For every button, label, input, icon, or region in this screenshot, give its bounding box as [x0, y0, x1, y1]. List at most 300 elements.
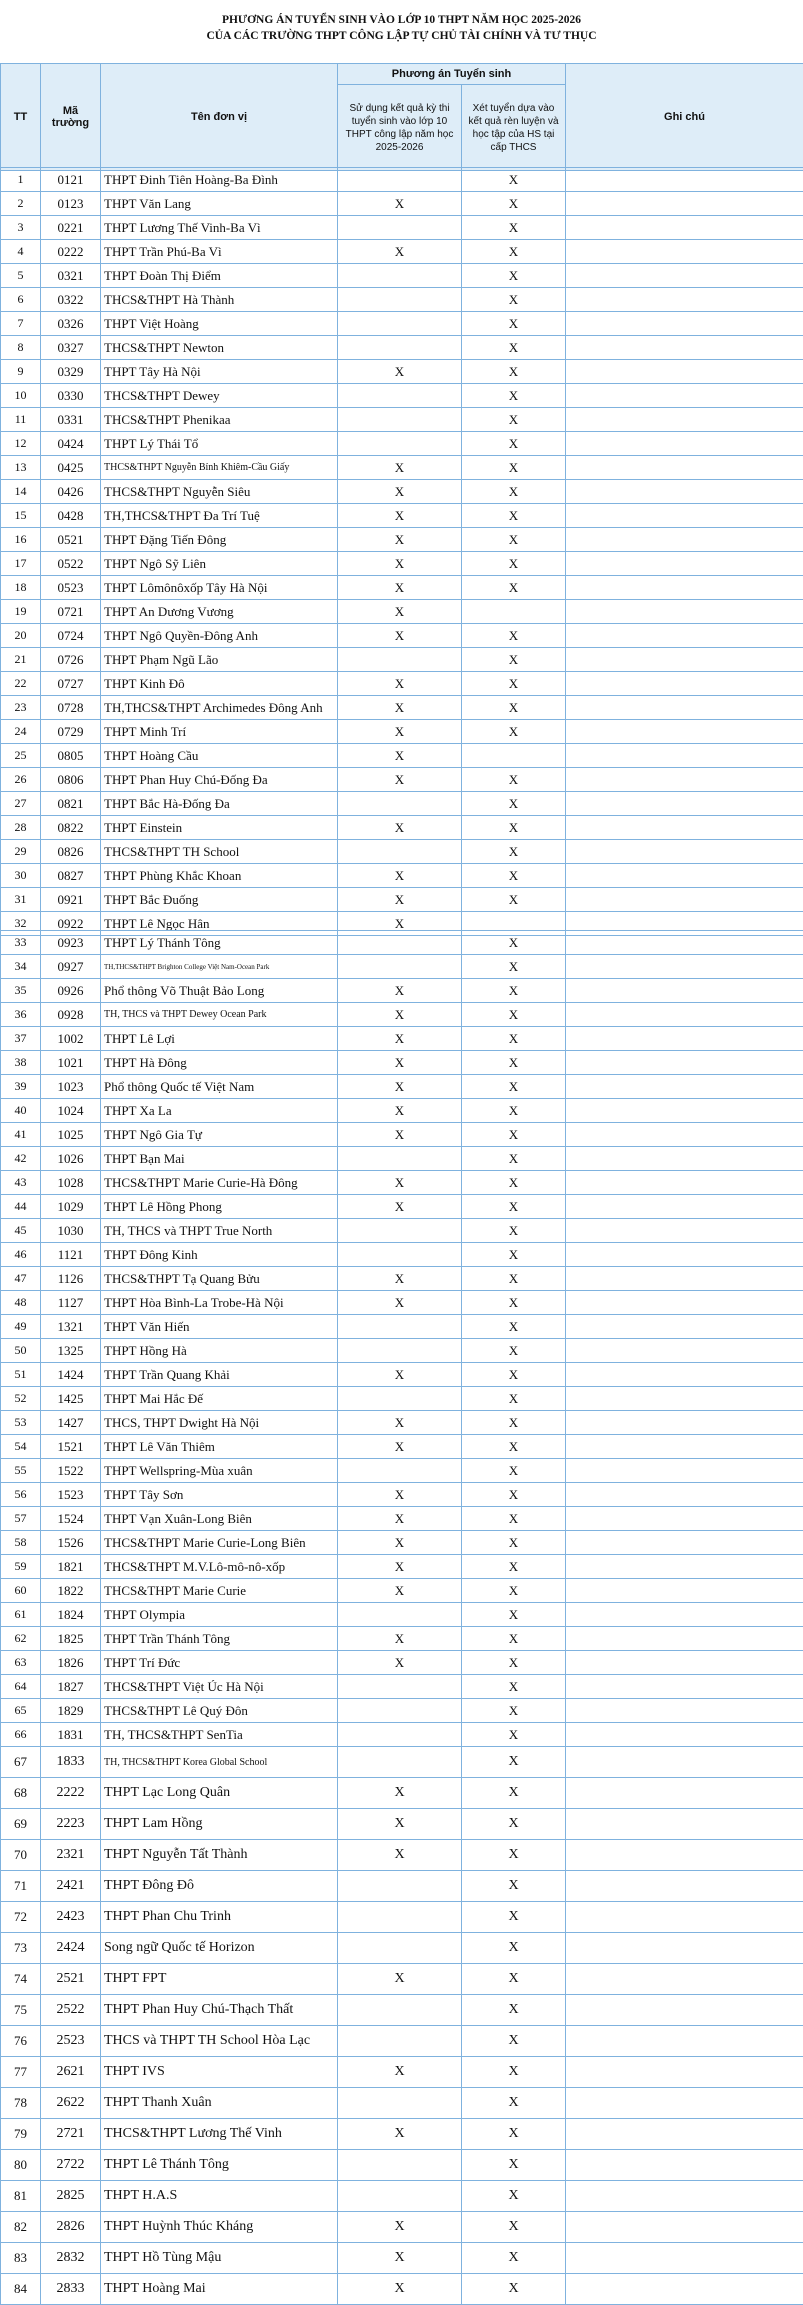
cell-su-dung: X	[338, 1291, 462, 1315]
cell-ghi-chu	[566, 288, 803, 312]
title-line-1: PHƯƠNG ÁN TUYỂN SINH VÀO LỚP 10 THPT NĂM HỌC 2025-2026	[0, 12, 803, 28]
cell-tt: 12	[1, 432, 41, 456]
cell-ten-don-vi: THPT Minh Trí	[101, 720, 338, 744]
table-row	[1, 1651, 803, 1675]
cell-su-dung	[338, 384, 462, 408]
cell-su-dung	[338, 336, 462, 360]
cell-su-dung: X	[338, 1840, 462, 1871]
table-row	[1, 1902, 803, 1933]
cell-xet-tuyen: X	[462, 672, 566, 696]
cell-xet-tuyen: X	[462, 1902, 566, 1933]
table-row	[1, 1507, 803, 1531]
cell-ten-don-vi: THCS, THPT Dwight Hà Nội	[101, 1411, 338, 1435]
cell-xet-tuyen: X	[462, 1315, 566, 1339]
cell-xet-tuyen: X	[462, 1651, 566, 1675]
cell-ma-truong: 1030	[41, 1219, 101, 1243]
table-row	[1, 1147, 803, 1171]
cell-ghi-chu	[566, 1411, 803, 1435]
cell-ma-truong: 0425	[41, 456, 101, 480]
cell-ten-don-vi: THPT Lê Lợi	[101, 1027, 338, 1051]
cell-ma-truong: 1127	[41, 1291, 101, 1315]
table-row	[1, 2150, 803, 2181]
cell-tt: 76	[1, 2026, 41, 2057]
cell-ten-don-vi: THPT Phạm Ngũ Lão	[101, 648, 338, 672]
table-row	[1, 672, 803, 696]
cell-tt: 84	[1, 2274, 41, 2305]
cell-ghi-chu	[566, 1778, 803, 1809]
cell-tt: 54	[1, 1435, 41, 1459]
cell-ten-don-vi: THPT Lương Thế Vinh-Ba Vì	[101, 216, 338, 240]
cell-su-dung	[338, 648, 462, 672]
cell-tt: 25	[1, 744, 41, 768]
table-row	[1, 2088, 803, 2119]
cell-tt: 70	[1, 1840, 41, 1871]
table-row	[1, 408, 803, 432]
cell-ten-don-vi: THPT Hà Đông	[101, 1051, 338, 1075]
cell-ma-truong: 1522	[41, 1459, 101, 1483]
cell-tt: 50	[1, 1339, 41, 1363]
cell-su-dung	[338, 840, 462, 864]
cell-ghi-chu	[566, 1051, 803, 1075]
cell-xet-tuyen: X	[462, 1123, 566, 1147]
cell-ten-don-vi: THCS&THPT Newton	[101, 336, 338, 360]
cell-xet-tuyen: X	[462, 1435, 566, 1459]
cell-tt: 9	[1, 360, 41, 384]
cell-xet-tuyen: X	[462, 1964, 566, 1995]
cell-ten-don-vi: THPT Lê Hồng Phong	[101, 1195, 338, 1219]
cell-ma-truong: 1821	[41, 1555, 101, 1579]
table-row	[1, 624, 803, 648]
table-row	[1, 1099, 803, 1123]
cell-ma-truong: 0521	[41, 528, 101, 552]
table-row	[1, 384, 803, 408]
cell-xet-tuyen: X	[462, 1075, 566, 1099]
cell-ghi-chu	[566, 931, 803, 955]
cell-xet-tuyen: X	[462, 720, 566, 744]
cell-ma-truong: 0327	[41, 336, 101, 360]
table-row	[1, 840, 803, 864]
cell-ma-truong: 2621	[41, 2057, 101, 2088]
cell-xet-tuyen: X	[462, 1459, 566, 1483]
cell-ma-truong: 0928	[41, 1003, 101, 1027]
cell-su-dung: X	[338, 504, 462, 528]
table-row	[1, 1809, 803, 1840]
cell-ten-don-vi: Song ngữ Quốc tế Horizon	[101, 1933, 338, 1964]
cell-ma-truong: 0805	[41, 744, 101, 768]
cell-ghi-chu	[566, 696, 803, 720]
cell-ghi-chu	[566, 1027, 803, 1051]
cell-su-dung: X	[338, 1003, 462, 1027]
table-row	[1, 1123, 803, 1147]
cell-ten-don-vi: THPT Lạc Long Quân	[101, 1778, 338, 1809]
cell-xet-tuyen: X	[462, 1171, 566, 1195]
cell-xet-tuyen: X	[462, 2150, 566, 2181]
cell-tt: 39	[1, 1075, 41, 1099]
cell-su-dung	[338, 1219, 462, 1243]
header-ma-truong: Mã trường	[41, 64, 101, 171]
cell-ten-don-vi: THPT Đoàn Thị Điểm	[101, 264, 338, 288]
cell-su-dung	[338, 2181, 462, 2212]
cell-ma-truong: 0923	[41, 931, 101, 955]
table-row	[1, 1003, 803, 1027]
table-row	[1, 1483, 803, 1507]
cell-su-dung	[338, 1387, 462, 1411]
cell-su-dung: X	[338, 552, 462, 576]
cell-su-dung	[338, 1995, 462, 2026]
cell-su-dung: X	[338, 979, 462, 1003]
cell-tt: 2	[1, 192, 41, 216]
cell-xet-tuyen: X	[462, 1531, 566, 1555]
cell-xet-tuyen: X	[462, 2088, 566, 2119]
cell-ten-don-vi: THPT Tây Hà Nội	[101, 360, 338, 384]
cell-ma-truong: 2523	[41, 2026, 101, 2057]
cell-ghi-chu	[566, 816, 803, 840]
cell-su-dung: X	[338, 240, 462, 264]
cell-tt: 80	[1, 2150, 41, 2181]
table-row	[1, 1387, 803, 1411]
table-row	[1, 528, 803, 552]
cell-ma-truong: 2721	[41, 2119, 101, 2150]
cell-ma-truong: 1126	[41, 1267, 101, 1291]
table-row	[1, 2026, 803, 2057]
table-group-2	[0, 930, 803, 1747]
cell-ma-truong: 0927	[41, 955, 101, 979]
cell-xet-tuyen: X	[462, 240, 566, 264]
cell-ma-truong: 2722	[41, 2150, 101, 2181]
cell-ghi-chu	[566, 792, 803, 816]
cell-ghi-chu	[566, 1291, 803, 1315]
cell-su-dung: X	[338, 1651, 462, 1675]
cell-xet-tuyen: X	[462, 1675, 566, 1699]
table-row	[1, 1933, 803, 1964]
cell-tt: 28	[1, 816, 41, 840]
cell-ten-don-vi: THCS&THPT Phenikaa	[101, 408, 338, 432]
cell-ma-truong: 1002	[41, 1027, 101, 1051]
cell-su-dung	[338, 1747, 462, 1778]
cell-su-dung	[338, 432, 462, 456]
cell-xet-tuyen: X	[462, 2026, 566, 2057]
cell-xet-tuyen: X	[462, 1809, 566, 1840]
cell-ghi-chu	[566, 192, 803, 216]
table-row	[1, 1315, 803, 1339]
cell-ten-don-vi: THPT Đông Kinh	[101, 1243, 338, 1267]
cell-ma-truong: 0726	[41, 648, 101, 672]
cell-su-dung: X	[338, 1051, 462, 1075]
cell-ghi-chu	[566, 240, 803, 264]
cell-ten-don-vi: THPT Ngô Quyền-Đông Anh	[101, 624, 338, 648]
cell-ma-truong: 0806	[41, 768, 101, 792]
cell-ma-truong: 1833	[41, 1747, 101, 1778]
cell-tt: 55	[1, 1459, 41, 1483]
cell-ten-don-vi: TH, THCS và THPT Dewey Ocean Park	[101, 1003, 338, 1027]
cell-xet-tuyen: X	[462, 1003, 566, 1027]
cell-ten-don-vi: THPT Mai Hắc Đế	[101, 1387, 338, 1411]
cell-ten-don-vi: Phổ thông Quốc tế Việt Nam	[101, 1075, 338, 1099]
cell-xet-tuyen: X	[462, 864, 566, 888]
header-ghi-chu: Ghi chú	[566, 64, 803, 171]
cell-xet-tuyen: X	[462, 1339, 566, 1363]
cell-tt: 23	[1, 696, 41, 720]
table-row	[1, 2119, 803, 2150]
cell-ghi-chu	[566, 1507, 803, 1531]
cell-su-dung: X	[338, 1267, 462, 1291]
cell-ghi-chu	[566, 312, 803, 336]
cell-ma-truong: 0727	[41, 672, 101, 696]
cell-ten-don-vi: THPT H.A.S	[101, 2181, 338, 2212]
cell-ten-don-vi: TH, THCS và THPT True North	[101, 1219, 338, 1243]
cell-ma-truong: 1829	[41, 1699, 101, 1723]
table-row	[1, 792, 803, 816]
cell-ma-truong: 0428	[41, 504, 101, 528]
cell-ghi-chu	[566, 768, 803, 792]
table-row	[1, 1723, 803, 1747]
cell-su-dung: X	[338, 1099, 462, 1123]
cell-su-dung: X	[338, 1483, 462, 1507]
cell-tt: 61	[1, 1603, 41, 1627]
cell-tt: 75	[1, 1995, 41, 2026]
cell-xet-tuyen: X	[462, 979, 566, 1003]
table-row	[1, 1267, 803, 1291]
cell-ma-truong: 0123	[41, 192, 101, 216]
cell-tt: 73	[1, 1933, 41, 1964]
cell-su-dung: X	[338, 912, 462, 936]
table-row	[1, 2181, 803, 2212]
cell-su-dung	[338, 1147, 462, 1171]
cell-xet-tuyen: X	[462, 1555, 566, 1579]
cell-ghi-chu	[566, 1995, 803, 2026]
table-row	[1, 1555, 803, 1579]
header-su-dung: Sử dụng kết quả kỳ thi tuyển sinh vào lớp 10 THPT công lập năm học 2025-2026	[338, 85, 462, 171]
cell-tt: 33	[1, 931, 41, 955]
cell-ma-truong: 0926	[41, 979, 101, 1003]
cell-ma-truong: 1831	[41, 1723, 101, 1747]
cell-ten-don-vi: TH,THCS&THPT Archimedes Đông Anh	[101, 696, 338, 720]
cell-ten-don-vi: THPT Lômônôxốp Tây Hà Nội	[101, 576, 338, 600]
cell-xet-tuyen: X	[462, 360, 566, 384]
cell-tt: 15	[1, 504, 41, 528]
cell-ten-don-vi: THCS&THPT Lương Thế Vinh	[101, 2119, 338, 2150]
cell-ten-don-vi: THPT Ngô Sỹ Liên	[101, 552, 338, 576]
cell-ten-don-vi: THCS&THPT M.V.Lô-mô-nô-xốp	[101, 1555, 338, 1579]
table-row	[1, 504, 803, 528]
cell-xet-tuyen: X	[462, 264, 566, 288]
cell-su-dung	[338, 2150, 462, 2181]
cell-tt: 60	[1, 1579, 41, 1603]
cell-tt: 14	[1, 480, 41, 504]
cell-ma-truong: 2423	[41, 1902, 101, 1933]
cell-ghi-chu	[566, 1243, 803, 1267]
cell-tt: 47	[1, 1267, 41, 1291]
table-row	[1, 480, 803, 504]
cell-ghi-chu	[566, 1723, 803, 1747]
cell-su-dung: X	[338, 1507, 462, 1531]
cell-xet-tuyen: X	[462, 432, 566, 456]
cell-tt: 4	[1, 240, 41, 264]
cell-ghi-chu	[566, 1675, 803, 1699]
cell-ma-truong: 0331	[41, 408, 101, 432]
table-row	[1, 240, 803, 264]
cell-ten-don-vi: THPT Phan Chu Trinh	[101, 1902, 338, 1933]
cell-su-dung	[338, 1723, 462, 1747]
table-row	[1, 1995, 803, 2026]
cell-ghi-chu	[566, 979, 803, 1003]
cell-tt: 42	[1, 1147, 41, 1171]
cell-ghi-chu	[566, 2150, 803, 2181]
cell-ma-truong: 0426	[41, 480, 101, 504]
cell-su-dung: X	[338, 864, 462, 888]
cell-ghi-chu	[566, 2243, 803, 2274]
cell-xet-tuyen: X	[462, 2274, 566, 2305]
cell-xet-tuyen: X	[462, 1219, 566, 1243]
table-row	[1, 1531, 803, 1555]
cell-ten-don-vi: THPT Nguyễn Tất Thành	[101, 1840, 338, 1871]
cell-su-dung	[338, 2026, 462, 2057]
cell-su-dung	[338, 288, 462, 312]
table-row	[1, 600, 803, 624]
cell-tt: 52	[1, 1387, 41, 1411]
cell-xet-tuyen: X	[462, 955, 566, 979]
cell-xet-tuyen: X	[462, 552, 566, 576]
cell-su-dung	[338, 1699, 462, 1723]
cell-xet-tuyen: X	[462, 1411, 566, 1435]
cell-su-dung: X	[338, 1555, 462, 1579]
cell-xet-tuyen: X	[462, 816, 566, 840]
table-row	[1, 1871, 803, 1902]
cell-ghi-chu	[566, 624, 803, 648]
cell-ten-don-vi: Phổ thông Võ Thuật Bảo Long	[101, 979, 338, 1003]
cell-su-dung	[338, 1675, 462, 1699]
cell-tt: 6	[1, 288, 41, 312]
cell-xet-tuyen: X	[462, 1483, 566, 1507]
cell-xet-tuyen: X	[462, 2057, 566, 2088]
table-row	[1, 1627, 803, 1651]
table-row	[1, 360, 803, 384]
cell-tt: 53	[1, 1411, 41, 1435]
header-tt: TT	[1, 64, 41, 171]
cell-tt: 20	[1, 624, 41, 648]
cell-xet-tuyen: X	[462, 1363, 566, 1387]
cell-ghi-chu	[566, 168, 803, 192]
cell-tt: 78	[1, 2088, 41, 2119]
cell-ten-don-vi: THPT Bạn Mai	[101, 1147, 338, 1171]
cell-su-dung: X	[338, 2057, 462, 2088]
cell-xet-tuyen: X	[462, 888, 566, 912]
cell-su-dung: X	[338, 528, 462, 552]
cell-ghi-chu	[566, 888, 803, 912]
cell-ma-truong: 1026	[41, 1147, 101, 1171]
cell-xet-tuyen: X	[462, 1027, 566, 1051]
table-row	[1, 456, 803, 480]
cell-su-dung	[338, 1933, 462, 1964]
cell-ghi-chu	[566, 1363, 803, 1387]
table-row	[1, 1219, 803, 1243]
cell-su-dung: X	[338, 576, 462, 600]
cell-tt: 19	[1, 600, 41, 624]
table-row	[1, 1675, 803, 1699]
cell-ma-truong: 2825	[41, 2181, 101, 2212]
cell-ten-don-vi: TH, THCS&THPT Korea Global School	[101, 1747, 338, 1778]
cell-ma-truong: 0729	[41, 720, 101, 744]
cell-ten-don-vi: THPT Trần Quang Khải	[101, 1363, 338, 1387]
cell-ten-don-vi: THCS&THPT Việt Úc Hà Nội	[101, 1675, 338, 1699]
cell-su-dung: X	[338, 888, 462, 912]
cell-ten-don-vi: THPT Đinh Tiên Hoàng-Ba Đình	[101, 168, 338, 192]
cell-xet-tuyen: X	[462, 792, 566, 816]
cell-ten-don-vi: THCS&THPT Marie Curie-Long Biên	[101, 1531, 338, 1555]
table-row	[1, 576, 803, 600]
cell-ten-don-vi: THPT Trần Phú-Ba Vì	[101, 240, 338, 264]
cell-ma-truong: 0326	[41, 312, 101, 336]
table-row	[1, 979, 803, 1003]
cell-su-dung: X	[338, 624, 462, 648]
table-row	[1, 1603, 803, 1627]
cell-tt: 43	[1, 1171, 41, 1195]
cell-ghi-chu	[566, 408, 803, 432]
cell-tt: 35	[1, 979, 41, 1003]
cell-ma-truong: 1523	[41, 1483, 101, 1507]
table-row	[1, 1699, 803, 1723]
cell-ten-don-vi: THPT Lê Ngọc Hân	[101, 912, 338, 936]
cell-ma-truong: 0121	[41, 168, 101, 192]
cell-ghi-chu	[566, 432, 803, 456]
cell-ghi-chu	[566, 1003, 803, 1027]
cell-ghi-chu	[566, 840, 803, 864]
cell-ghi-chu	[566, 2057, 803, 2088]
cell-ghi-chu	[566, 2181, 803, 2212]
cell-tt: 17	[1, 552, 41, 576]
cell-su-dung: X	[338, 480, 462, 504]
cell-ghi-chu	[566, 1964, 803, 1995]
table-row	[1, 1051, 803, 1075]
cell-ten-don-vi: THCS&THPT Nguyễn Bỉnh Khiêm-Cầu Giấy	[101, 456, 338, 480]
cell-ghi-chu	[566, 1123, 803, 1147]
cell-ghi-chu	[566, 1699, 803, 1723]
cell-xet-tuyen: X	[462, 1387, 566, 1411]
cell-ghi-chu	[566, 2088, 803, 2119]
table-group-1	[0, 167, 803, 936]
cell-ten-don-vi: THPT Hoàng Cầu	[101, 744, 338, 768]
cell-ghi-chu	[566, 2119, 803, 2150]
cell-ten-don-vi: THCS&THPT Lê Quý Đôn	[101, 1699, 338, 1723]
document-title	[0, 12, 803, 44]
table-row	[1, 336, 803, 360]
cell-su-dung: X	[338, 600, 462, 624]
cell-ma-truong: 2421	[41, 1871, 101, 1902]
table-row	[1, 1747, 803, 1778]
cell-xet-tuyen: X	[462, 1243, 566, 1267]
cell-ten-don-vi: THPT Xa La	[101, 1099, 338, 1123]
table-row	[1, 432, 803, 456]
cell-ghi-chu	[566, 1483, 803, 1507]
cell-su-dung: X	[338, 1579, 462, 1603]
cell-ma-truong: 0522	[41, 552, 101, 576]
cell-xet-tuyen: X	[462, 1147, 566, 1171]
cell-ten-don-vi: THPT Hoàng Mai	[101, 2274, 338, 2305]
cell-ten-don-vi: THPT Bắc Đuống	[101, 888, 338, 912]
cell-ghi-chu	[566, 1219, 803, 1243]
table-row	[1, 264, 803, 288]
cell-ma-truong: 0321	[41, 264, 101, 288]
cell-ma-truong: 2832	[41, 2243, 101, 2274]
cell-ghi-chu	[566, 1603, 803, 1627]
cell-ten-don-vi: THPT Việt Hoàng	[101, 312, 338, 336]
cell-su-dung: X	[338, 1531, 462, 1555]
cell-su-dung	[338, 955, 462, 979]
cell-ma-truong: 0827	[41, 864, 101, 888]
table-row	[1, 696, 803, 720]
cell-ghi-chu	[566, 1531, 803, 1555]
cell-ten-don-vi: THCS và THPT TH School Hòa Lạc	[101, 2026, 338, 2057]
